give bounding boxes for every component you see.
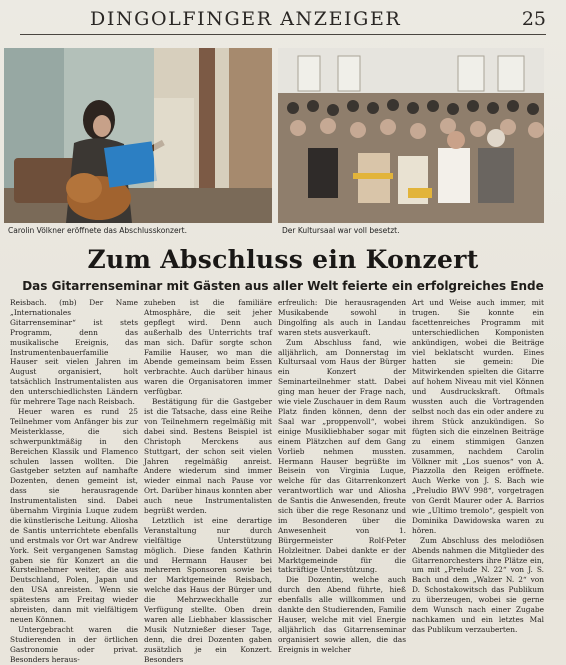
audience-photo-illustration [278, 48, 544, 223]
article-paragraph: Heuer waren es rund 25 Teilnehmer vom Anfänger bis zur Meisterklasse, die sich schwerpunktmäßig in den Bereichen Klassik und Flamenco schulen lassen wollten. Die Gastgeber setzten auf namhafte Dozenten, denen gemeint ist, dass sie herausragende Instrumentalisten sind. Dabei übernahm Virginia Luque zudem die künstlerische Leitung. Aliosha de Santis unterrichtete ebenfalls und erstmals vor Ort war Andrew York. Seit vergangenen Samstag gaben sie für Konzert an die Kursteilnehmer weiter, die aus Deutschland, Polen, Japan und den USA anreisten. Wenn sie spätestens am Freitag wieder abreisten, dann mit vielfältigem neuen Können. [10, 406, 138, 624]
newspaper-name: DINGOLFINGER ANZEIGER [90, 8, 402, 30]
article-column-1 [10, 298, 138, 665]
article-paragraph: zuheben ist die familiäre Atmosphäre, die seit jeher gepflegt wird. Denn auch außerhalb des Unterrichts traf man sich. Dafür sorgte schon Familie Hauser, wo man die Abende gemeinsam beim Essen verbrachte. Auch darüber hinaus waren die Organisatoren immer verfügbar. [144, 298, 272, 397]
article-lead-paragraph: Reisbach. (mb) Der Name „Internationales Gitarrenseminar“ ist stets Programm, denn das musikalische Ereignis, das Instrumentenbauerfamilie Hauser seit vielen Jahren im August organisiert, holt tatsächlich Instrumentalisten aus den unterschiedlichsten Ländern für mehrere Tage nach Reisbach. [10, 298, 138, 407]
photo-caption-audience: Der Kultursaal war voll besetzt. [282, 226, 400, 235]
article-paragraph: Letztlich ist eine derartige Veranstaltung nur durch vielfältige Unterstützung möglich. Diese fanden Kathrin und Hermann Hauser bei mehreren Sponsoren sowie bei der Marktgemeinde Reisbach, welche das Haus der Bürger und die Mehrzweckhalle zur Verfügung stellte. Oben drein waren alle Liebhaber klassischer Musik Nutznießer dieser Tage, denn, die drei Dozenten gaben zusätzlich je ein Konzert. Besonders [144, 515, 272, 664]
photo-caption-guitarist: Carolin Völkner eröffnete das Abschlusskonzert. [8, 226, 187, 235]
article-column-3 [278, 298, 406, 655]
article-paragraph: Zum Abschluss fand, wie alljährlich, am Donnerstag im Kultursaal vom Haus der Bürger ein Konzert der Seminarteilnehmer statt. Dabei ging man heuer der Frage nach, wie viele Zuschauer in dem Raum Platz finden können, denn der Saal war „proppenvoll“, wobei einige Musikliebhaber sogar mit einem Plätzchen auf dem Gang Vorlieb nehmen mussten. Hermann Hauser begrüßte im Beisein von Virginia Luque, welche für das Gitarrenkonzert verantwortlich war und Aliosha de Santis die Anwesenden, freute sich über die rege Resonanz und im Besonderen über die Anwesenheit von 1. Bürgermeister Rolf-Peter Holzleitner. Dabei dankte er der Marktgemeinde für die tatkräftige Unterstützung. [278, 337, 406, 575]
article-paragraph: Zum Abschluss des melodiösen Abends nahmen die Mitglieder des Gitarrenorchesters ihre Plätze ein, um mit „Prelude N. 22“ von J. S. Bach und dem „Walzer N. 2“ von D. Schostakowitsch das Publikum zu überzeugen, wobei sie gerne dem Wunsch nach einer Zugabe nachkamen und ein letztes Mal das Publikum verzauberten. [412, 535, 544, 634]
article-subheadline: Das Gitarrenseminar mit Gästen aus aller Welt feierte ein erfolgreiches Ende [22, 279, 544, 293]
article-headline: Zum Abschluss ein Konzert [87, 245, 479, 274]
article-paragraph: Untergebracht waren die Studierenden in der örtlichen Gastronomie oder privat. Besonders heraus- [10, 624, 138, 664]
masthead [20, 8, 546, 35]
page-number: 25 [521, 8, 546, 30]
article-paragraph: Art und Weise auch immer, mit trugen. Sie konnte ein facettenreiches Programm mit unterschiedlichen Komponisten ankündigen, wobei die Beiträge viel beklatscht wurden. Eines hatten sie gemein: Die Mitwirkenden spielten die Gitarre auf hohem Niveau mit viel Können und Ausdruckskraft. Oftmals wussten auch die Vortragenden selbst noch das ein oder andere zu ihrem Stück anzukündigen. So fügten sich die einzelnen Beiträge zu einem stimmigen Ganzen zusammen, nachdem Carolin Völkner mit „Los suenos“ von A. Piazzolla den Reigen eröffnete. Auch Werke von J. S. Bach wie „Preludio BWV 998“, vorgetragen von Gerdt Maurer oder A. Barrios wie „Ultimo tremolo“, gespielt von Dominika Dawidowska waren zu hören. [412, 298, 544, 535]
article-column-2 [144, 298, 272, 665]
audience-photo [278, 48, 544, 223]
article-paragraph: erfreulich: Die herausragenden Musikabende sowohl in Dingolfing als auch in Landau waren stets ausverkauft. [278, 298, 406, 337]
guitarist-photo-illustration [4, 48, 272, 223]
article-paragraph: Die Dozentin, welche auch durch den Abend führte, hieß ebenfalls alle willkommen und dankte den Studierenden, Familie Hauser, welche mit viel Energie alljährlich das Gitarrenseminar organisiert sowie allen, die das Ereignis in welcher [278, 575, 406, 654]
article-paragraph: Bestätigung für die Gastgeber ist die Tatsache, dass eine Reihe von Teilnehmern regelmäßig mit dabei sind. Bestens Beispiel ist Christoph Merckens aus Stuttgart, der schon seit vielen Jahren regelmäßig anreist. Andere wiederum sind immer wieder einmal nach Pause vor Ort. Darüber hinaus konnten aber auch neue Instrumentalisten begrüßt werden. [144, 397, 273, 516]
article-column-4 [412, 298, 544, 635]
guitarist-photo [4, 48, 272, 223]
